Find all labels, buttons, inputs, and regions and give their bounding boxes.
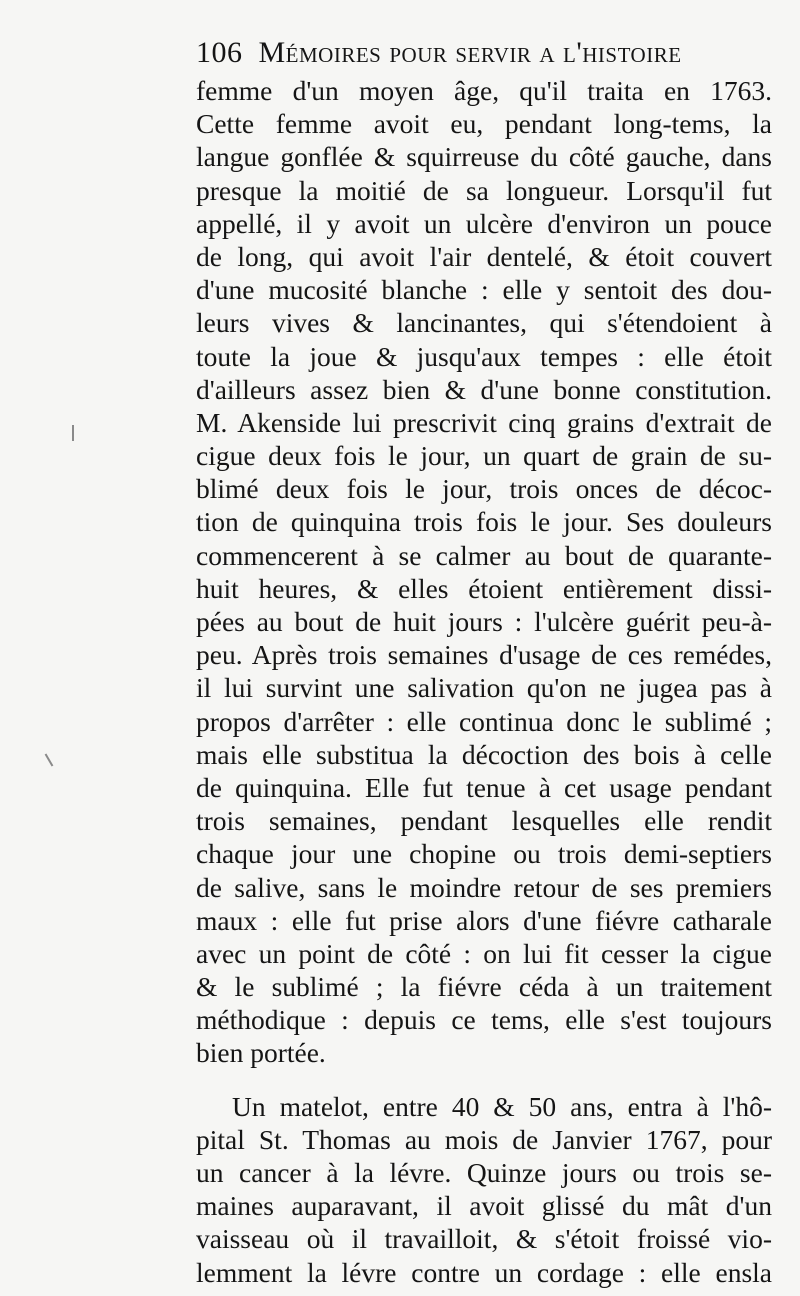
text-line: M. Akenside lui prescrivit cinq grains d'extrait de <box>196 406 772 438</box>
text-line: de quinquina. Elle fut tenue à cet usage pendant <box>196 771 772 803</box>
text-line: femme d'un moyen âge, qu'il traita en 1763. <box>196 75 772 106</box>
running-title: Mémoires pour servir a l'histoire <box>258 36 682 69</box>
text-line: d'ailleurs assez bien & d'une bonne constitution. <box>196 373 772 405</box>
text-line: d'une mucosité blanche : elle y sentoit des dou- <box>196 274 772 306</box>
text-line: mais elle substitua la décoction des bois à celle <box>196 738 772 770</box>
body-text <box>196 74 772 1289</box>
text-line: chaque jour une chopine ou trois demi-septiers <box>196 838 772 870</box>
text-line: de salive, sans le moindre retour de ses premiers <box>196 871 772 903</box>
text-line: tion de quinquina trois fois le jour. Ses douleurs <box>196 506 772 538</box>
margin-mark <box>45 753 54 766</box>
text-line: presque la moitié de sa longueur. Lorsqu'il fut <box>196 174 772 206</box>
text-line: pital St. Thomas au mois de Janvier 1767, pour <box>196 1123 772 1155</box>
text-line: propos d'arrêter : elle continua donc le sublimé ; <box>196 705 772 737</box>
text-line: méthodique : depuis ce tems, elle s'est toujours <box>196 1004 772 1036</box>
text-line: commencerent à se calmer au bout de quarante- <box>196 539 772 571</box>
page-number: 106 <box>196 36 243 69</box>
text-line: il lui survint une salivation qu'on ne jugea pas à <box>196 672 772 704</box>
text-line: leurs vives & lancinantes, qui s'étendoient à <box>196 307 772 339</box>
text-line: maines auparavant, il avoit glissé du mât d'un <box>196 1190 772 1222</box>
text-line: avec un point de côté : on lui fit cesser la cigue <box>196 937 772 969</box>
text-line: cigue deux fois le jour, un quart de grain de su- <box>196 440 772 472</box>
text-line: trois semaines, pendant lesquelles elle rendit <box>196 805 772 837</box>
text-line: Cette femme avoit eu, pendant long-tems, la <box>196 108 772 140</box>
text-line: huit heures, & elles étoient entièrement dissi- <box>196 572 772 604</box>
text-line: & le sublimé ; la fiévre céda à un traitement <box>196 971 772 1003</box>
text-line: bien portée. <box>196 1037 326 1069</box>
page-header <box>196 36 776 70</box>
text-line: un cancer à la lévre. Quinze jours ou trois se- <box>196 1157 772 1188</box>
text-line: vaisseau où il travailloit, & s'étoit froissé vio- <box>196 1223 772 1255</box>
text-line: toute la joue & jusqu'aux tempes : elle étoit <box>196 340 772 372</box>
text-line: lemment la lévre contre un cordage : elle ensla <box>196 1256 772 1288</box>
text-line: Un matelot, entre 40 & 50 ans, entra à l'hô- <box>232 1090 772 1122</box>
text-line: de long, qui avoit l'air dentelé, & étoit couvert <box>196 240 772 272</box>
text-line: maux : elle fut prise alors d'une fiévre catharale <box>196 904 772 936</box>
text-line: peu. Après trois semaines d'usage de ces remédes, <box>196 639 772 671</box>
paragraph-gap <box>196 1070 772 1090</box>
text-line: appellé, il y avoit un ulcère d'environ un pouce <box>196 207 772 239</box>
margin-mark <box>72 425 74 441</box>
text-line: blimé deux fois le jour, trois onces de décoc- <box>196 473 772 505</box>
text-line: pées au bout de huit jours : l'ulcère guérit peu-à- <box>196 606 772 637</box>
text-line: langue gonflée & squirreuse du côté gauche, dans <box>196 141 772 173</box>
